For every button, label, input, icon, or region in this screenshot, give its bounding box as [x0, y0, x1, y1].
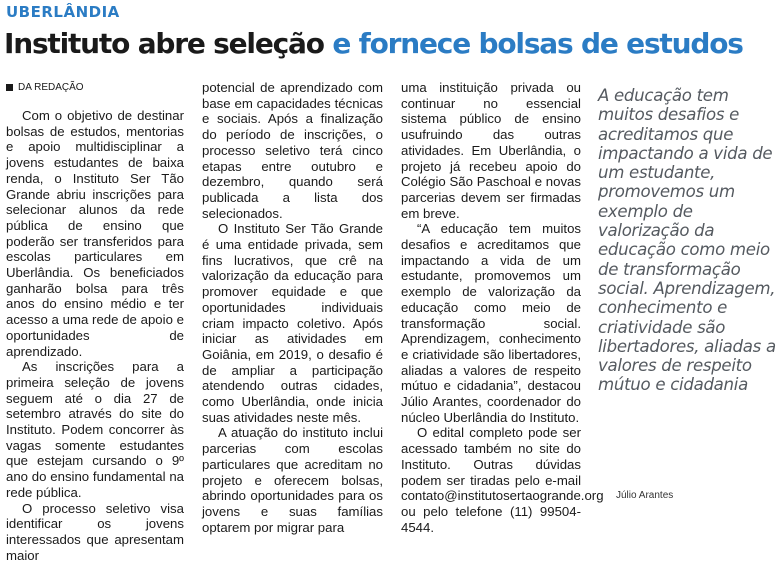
paragraph: uma instituição privada ou continuar no essencial sistema público de ensino usufruindo das outras atividades. Em Uberlândia, o projeto já recebeu apoio do Colégio São Paschoal e novas parcerias devem ser firmadas em breve.	[401, 80, 581, 221]
paragraph: O processo seletivo visa identificar os jovens interessados que apresentam maior	[6, 500, 184, 563]
paragraph: potencial de aprendizado com base em capacidades técnicas e sociais. Após a finalização do período de inscrições, o processo seletivo terá cinco etapas entre outubro e dezembro, quando será publicada a lista dos selecionados.	[202, 80, 383, 221]
paragraph: O edital completo pode ser acessado também no site do Instituto. Outras dúvidas podem ser tiradas pelo e-mail contato@institutosertaogrande.org ou pelo telefone (11) 99504-4544.	[401, 425, 604, 535]
byline-square-icon	[6, 84, 13, 91]
paragraph: Com o objetivo de destinar bolsas de estudos, mentorias e apoio multidisciplinar a jovens estudantes de baixa renda, o Instituto Ser Tão Grande abriu inscrições para selecionar alunos da rede pública de ensino que poderão ser transferidos para escolas particulares em Uberlândia. Os beneficiados ganharão bolsa para três anos do ensino médio e ter acesso a uma rede de apoio e oportunidades de aprendizado.	[6, 108, 184, 359]
article-column-3	[401, 80, 604, 535]
paragraph: As inscrições para a primeira seleção de jovens seguem até o dia 27 de setembro através do site do Instituto. Podem concorrer às vagas somente estudantes que estejam cursando o 9º ano do ensino fundamental na rede pública.	[6, 359, 184, 500]
paragraph: O Instituto Ser Tão Grande é uma entidade privada, sem fins lucrativos, que crê na valorização da educação para promover equidade e que oportunidades individuais criam impacto coletivo. Após iniciar as atividades em Goiânia, em 2019, o desafio é de ampliar a participação atendendo outras cidades, como Uberlândia, onde inicia suas atividades neste mês.	[202, 221, 383, 425]
headline-part2: e fornece bolsas de estudos	[332, 27, 743, 60]
paragraph: A atuação do instituto inclui parcerias com escolas particulares que acreditam no projeto e oferecem bolsas, abrindo oportunidades para os jovens e suas famílias optarem por migrar para	[202, 425, 383, 535]
pull-quote: A educação tem muitos desafios e acreditamos que impactando a vida de um estudante, promovemos um exemplo de valorização da educação como meio de transformação social. Aprendizagem, conhecimento e criatividade são libertadores, aliadas a valores de respeito mútuo e cidadania	[598, 86, 776, 395]
section-label: UBERLÂNDIA	[6, 3, 120, 21]
byline	[6, 82, 84, 93]
pull-quote-author: Júlio Arantes	[616, 490, 674, 501]
byline-text: DA REDAÇÃO	[18, 82, 84, 93]
headline	[4, 27, 743, 60]
article-column-2	[202, 80, 383, 535]
headline-part1: Instituto abre seleção	[4, 27, 324, 60]
article-column-1	[6, 108, 184, 563]
paragraph: “A educação tem muitos desafios e acreditamos que impactando a vida de um estudante, promovemos um exemplo de valorização da educação como meio de transformação social. Aprendizagem, conhecimento e criatividade são libertadores, aliadas a valores de respeito mútuo e cidadania”, destacou Júlio Arantes, coordenador do núcleo Uberlândia do Instituto.	[401, 221, 581, 425]
